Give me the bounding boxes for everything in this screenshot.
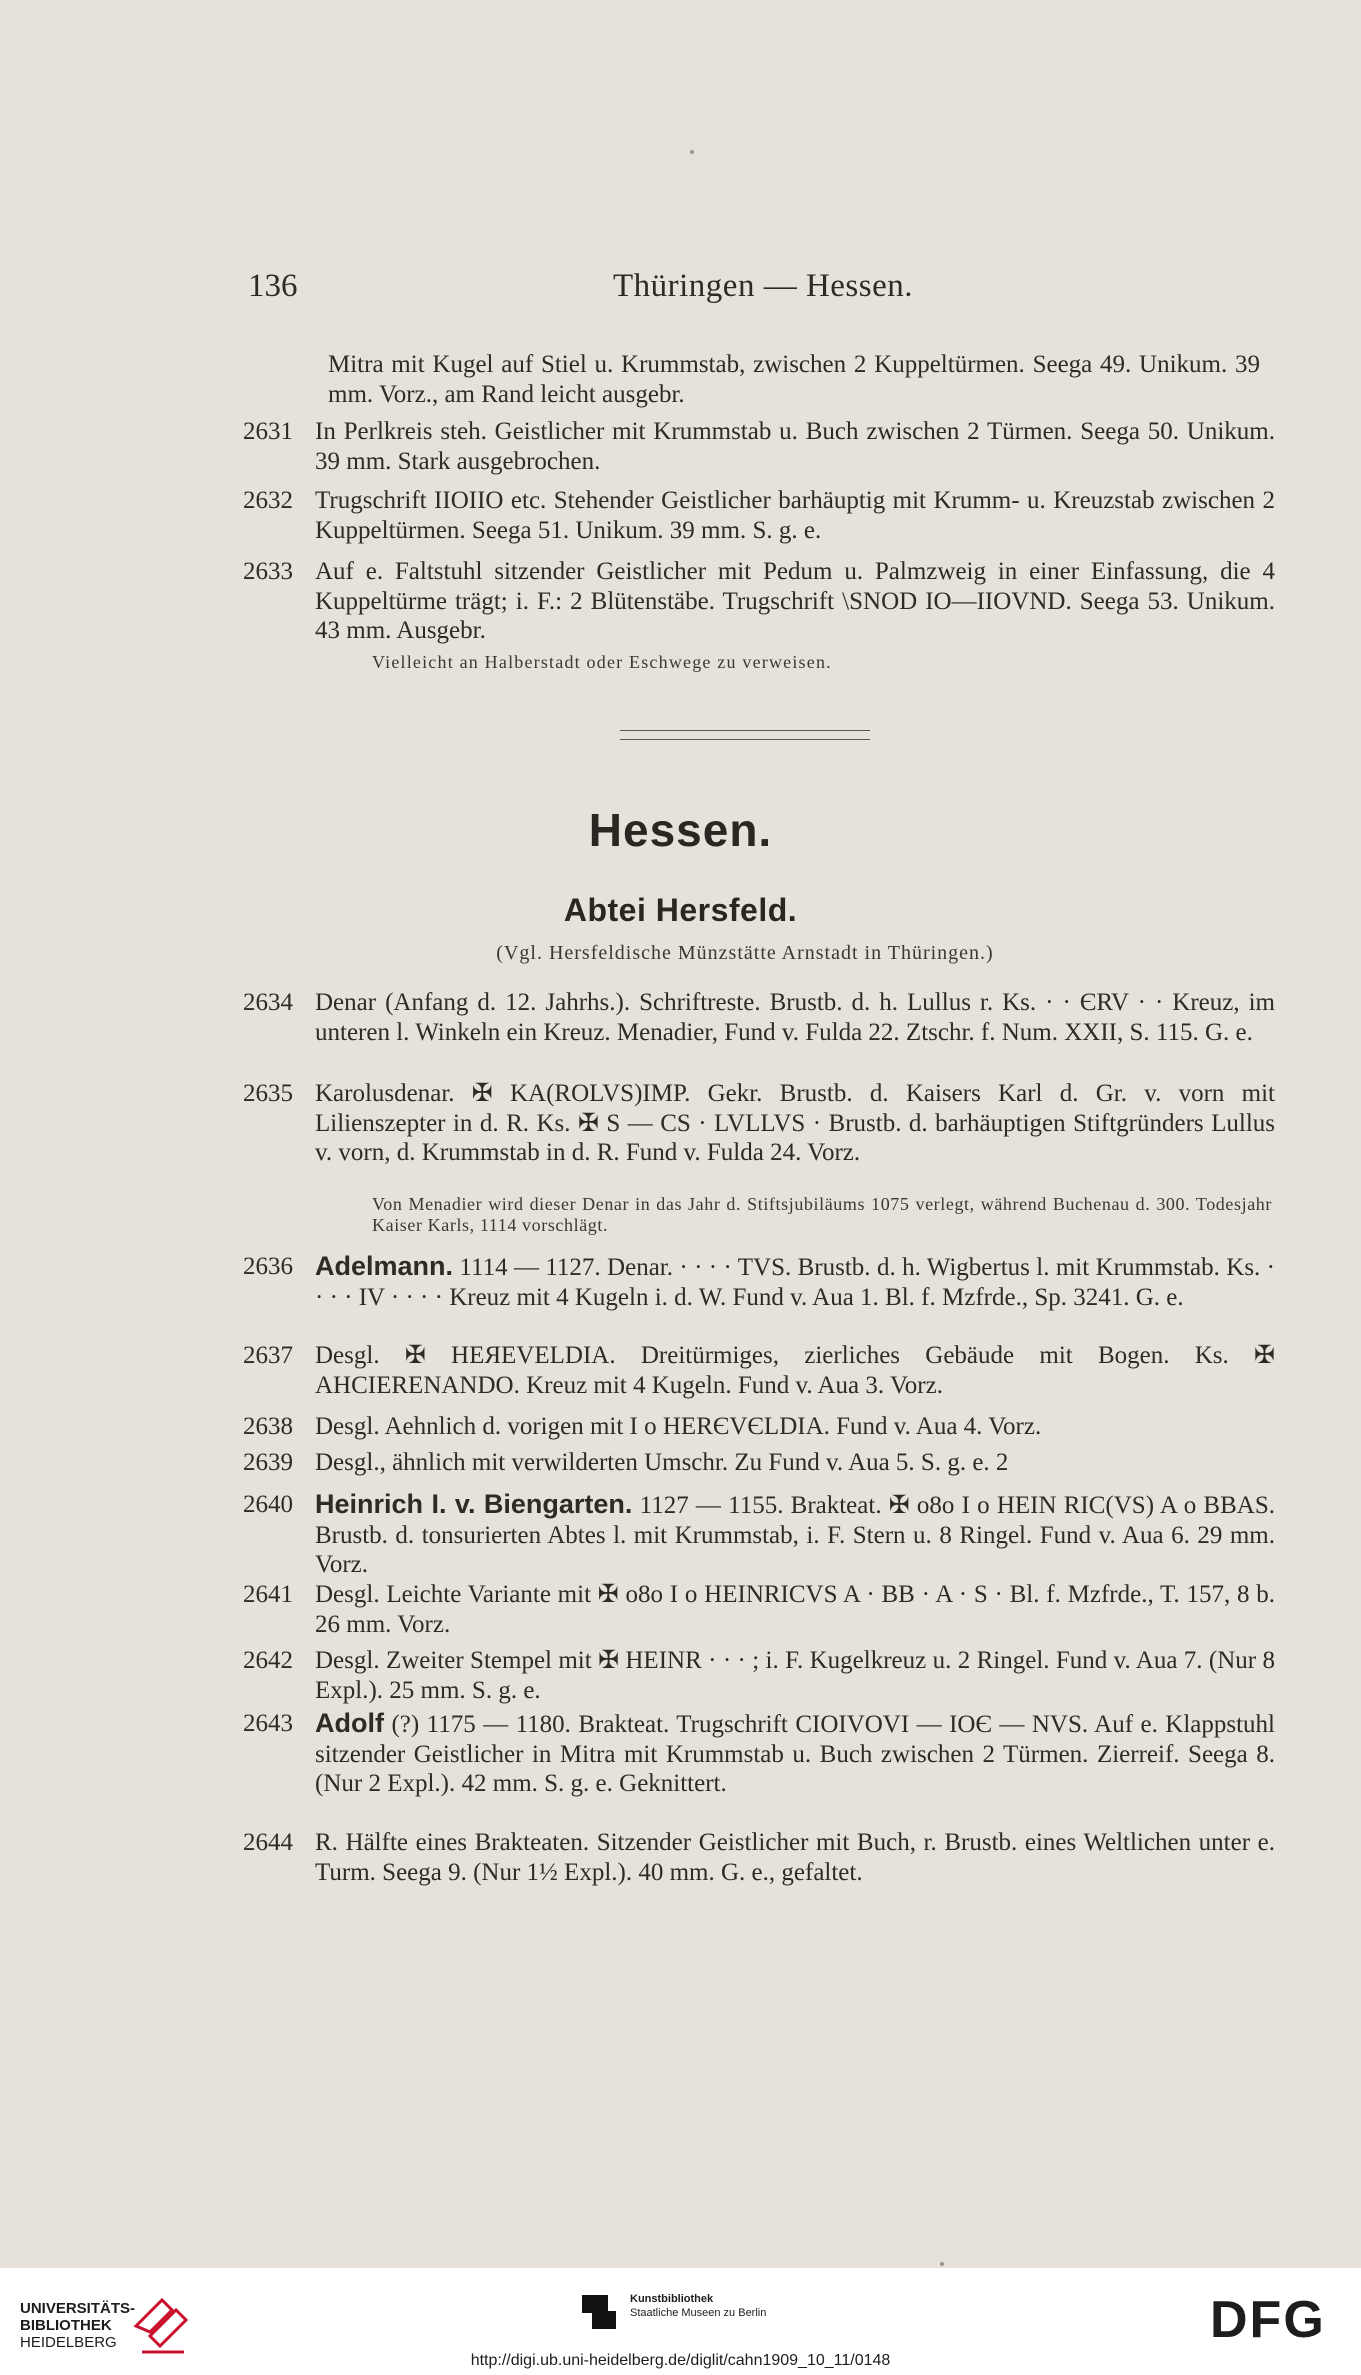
entry-number: 2637	[243, 1342, 293, 1369]
catalog-entry	[243, 1580, 1275, 1639]
entry-number: 2639	[243, 1449, 293, 1476]
entry-number: 2635	[243, 1080, 293, 1107]
entry-number: 2644	[243, 1829, 293, 1856]
kunstbibliothek-logo-icon[interactable]	[580, 2293, 618, 2331]
catalog-entry	[243, 1828, 1275, 1887]
kunstbibliothek-logo-text	[630, 2292, 766, 2320]
entry-text: 1114 — 1127. Denar. · · · · TVS. Brustb. d. h. Wigbertus l. mit Krummstab. Ks. · · · · IV · · · · Kreuz mit 4 Kugeln i. d. W. Fund v. Aua 1. Bl. f. Mzfrde., Sp. 3241. G. e.	[315, 1254, 1276, 1311]
entry-number: 2641	[243, 1581, 293, 1608]
catalog-entry	[243, 1341, 1275, 1400]
continued-entry-text: Mitra mit Kugel auf Stiel u. Krummstab, zwischen 2 Kuppeltürmen. Seega 49. Unikum. 39 mm. Vorz., am Rand leicht ausgebr.	[328, 351, 1260, 408]
catalog-entry	[243, 1646, 1275, 1705]
entry-text: Trugschrift IIOIIO etc. Stehender Geistlicher barhäuptig mit Krumm- u. Kreuzstab zwischen 2 Kuppeltürmen. Seega 51. Unikum. 39 mm. S. g. e.	[315, 487, 1275, 544]
entry-number: 2638	[243, 1413, 293, 1440]
catalog-entry	[243, 1412, 1275, 1442]
logo-line: UNIVERSITÄTS-	[20, 2300, 136, 2317]
section-title: Hessen.	[588, 804, 773, 856]
entry-number: 2631	[243, 418, 293, 445]
catalog-entry	[243, 1079, 1275, 1168]
entry-text: Desgl. Leichte Variante mit ✠ o8o I o HEINRICVS A · BB · A · S · Bl. f. Mzfrde., T. 157, 8 b. 26 mm. Vorz.	[315, 1581, 1275, 1638]
logo-line: BIBLIOTHEK	[20, 2317, 112, 2334]
source-url[interactable]: http://digi.ub.uni-heidelberg.de/diglit/cahn1909_10_11/0148	[470, 2352, 891, 2369]
catalog-entry	[243, 486, 1275, 545]
page-header	[248, 268, 1278, 314]
entry-text: Desgl. Zweiter Stempel mit ✠ HEINR · · · ; i. F. Kugelkreuz u. 2 Ringel. Fund v. Aua 7. (Nur 8 Expl.). 25 mm. S. g. e.	[315, 1647, 1275, 1704]
university-library-mark-icon	[132, 2296, 190, 2356]
logo-line: HEIDELBERG	[20, 2334, 117, 2351]
entry-number: 2640	[243, 1491, 293, 1518]
subsection-title: Abtei Hersfeld.	[563, 892, 798, 928]
ruler-name: Heinrich I. v. Biengarten.	[315, 1489, 633, 1519]
entry-text: R. Hälfte eines Brakteaten. Sitzender Geistlicher mit Buch, r. Brustb. eines Weltlichen unter e. Turm. Seega 9. (Nur 1½ Expl.). 40 mm. G. e., gefaltet.	[315, 1829, 1275, 1886]
section-divider	[620, 730, 870, 740]
catalog-entry	[243, 1490, 1275, 1580]
entry-text: Auf e. Faltstuhl sitzender Geistlicher mit Pedum u. Palmzweig in einer Einfassung, die 4 Kuppeltürme trägt; i. F.: 2 Blütenstäbe. Trugschrift \SNOD IO—IIOVND. Seega 53. Unikum. 43 mm. Ausgebr.	[315, 558, 1275, 644]
entry-number: 2633	[243, 558, 293, 585]
entry-number: 2643	[243, 1710, 293, 1737]
paper-speck	[690, 150, 694, 154]
catalog-entry	[243, 1709, 1275, 1799]
running-title: Thüringen — Hessen.	[612, 268, 914, 304]
paper-speck	[940, 2262, 944, 2266]
entry-text: Karolusdenar. ✠ KA(ROLVS)IMP. Gekr. Brustb. d. Kaisers Karl d. Gr. v. vorn mit Lilienszepter in d. R. Ks. ✠ S — CS · LVLLVS · Brustb. d. barhäuptigen Stiftgründers Lullus v. vorn, d. Krummstab in d. R. Fund v. Fulda 24. Vorz.	[315, 1080, 1275, 1166]
catalog-entry	[243, 417, 1275, 476]
entry-text: In Perlkreis steh. Geistlicher mit Krummstab u. Buch zwischen 2 Türmen. Seega 50. Unikum. 39 mm. Stark ausgebrochen.	[315, 418, 1275, 475]
entry-text: (?) 1175 — 1180. Brakteat. Trugschrift CIOIVOVI — IOЄ — NVS. Auf e. Klappstuhl sitzender Geistlicher in Mitra mit Krummstab u. Buch zwischen 2 Türmen. Zierreif. Seega 8. (Nur 2 Expl.). 42 mm. S. g. e. Geknittert.	[315, 1711, 1276, 1797]
kb-subtitle: Staatliche Museen zu Berlin	[630, 2307, 767, 2319]
entry-text: 1127 — 1155. Brakteat. ✠ o8o I o HEIN RIC(VS) A o BBAS. Brustb. d. tonsurierten Abtes l. mit Krummstab, i. F. Stern u. 8 Ringel. Fund v. Aua 6. 29 mm. Vorz.	[315, 1492, 1275, 1578]
ruler-name: Adolf	[315, 1708, 384, 1738]
catalog-entry	[243, 1448, 1275, 1478]
university-library-logo[interactable]	[20, 2300, 135, 2351]
cross-reference: (Vgl. Hersfeldische Münzstätte Arnstadt in Thüringen.)	[496, 942, 994, 964]
kb-name: Kunstbibliothek	[630, 2293, 714, 2305]
footnote: Vielleicht an Halberstadt oder Eschwege zu verweisen.	[372, 652, 832, 672]
footnote: Von Menadier wird dieser Denar in das Jahr d. Stiftsjubiläums 1075 verlegt, während Buchenau d. 300. Todesjahr Kaiser Karls, 1114 vorschlägt.	[372, 1194, 1272, 1235]
catalog-entry	[243, 988, 1275, 1047]
entry-number: 2634	[243, 989, 293, 1016]
page-number: 136	[248, 268, 298, 304]
entry-text: Desgl. ✠ HEЯEVELDIA. Dreitürmiges, zierliches Gebäude mit Bogen. Ks. ✠ AHCIERENANDO. Kreuz mit 4 Kugeln. Fund v. Aua 3. Vorz.	[315, 1342, 1275, 1399]
catalog-entry	[243, 557, 1275, 646]
entry-number: 2642	[243, 1647, 293, 1674]
entry-text: Denar (Anfang d. 12. Jahrhs.). Schriftreste. Brustb. d. h. Lullus r. Ks. · · ЄRV · · Kreuz, im unteren l. Winkeln ein Kreuz. Menadier, Fund v. Fulda 22. Ztschr. f. Num. XXII, S. 115. G. e.	[315, 989, 1275, 1046]
entry-number: 2636	[243, 1253, 293, 1280]
entry-number: 2632	[243, 487, 293, 514]
ruler-name: Adelmann.	[315, 1251, 454, 1281]
entry-text: Desgl. Aehnlich d. vorigen mit I o HERЄVЄLDIA. Fund v. Aua 4. Vorz.	[315, 1413, 1042, 1440]
entry-text: Desgl., ähnlich mit verwilderten Umschr. Zu Fund v. Aua 5. S. g. e. 2	[315, 1449, 1009, 1476]
catalog-entry	[243, 1252, 1275, 1312]
dfg-logo[interactable]: DFG	[1210, 2291, 1326, 2349]
